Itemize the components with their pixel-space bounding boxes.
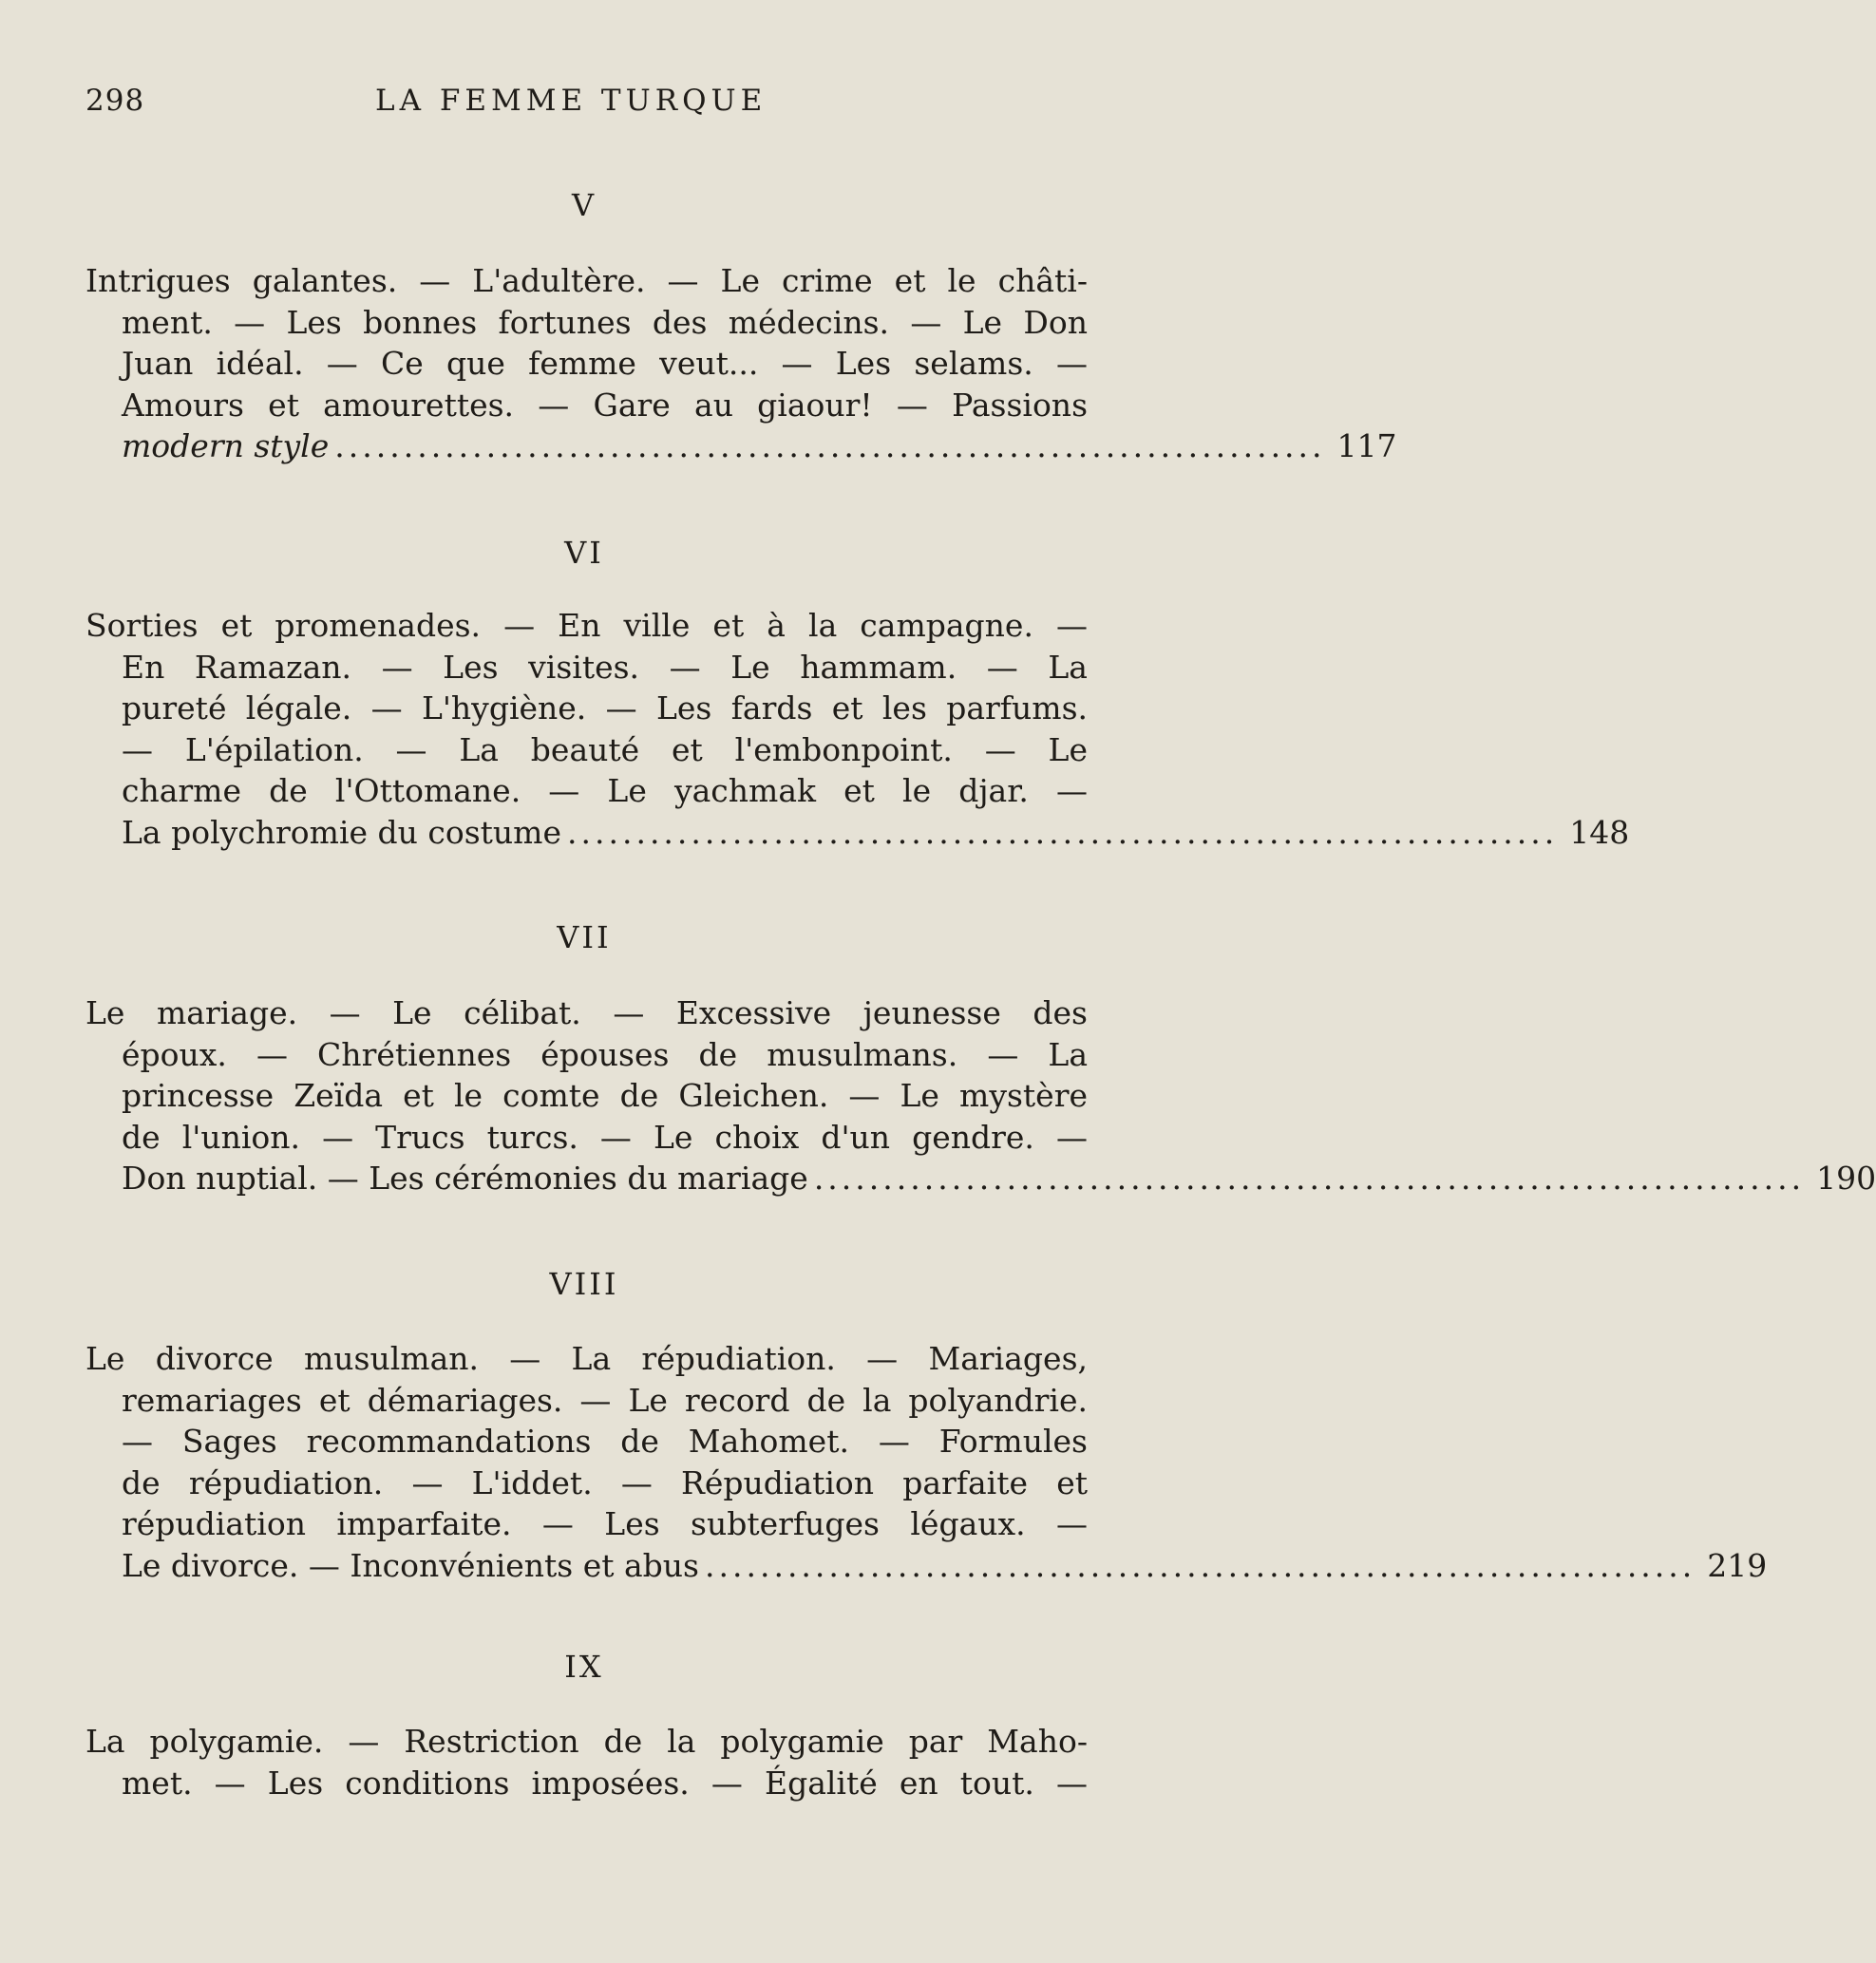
entry-line: — Sages recommandations de Mahomet. — Formules [122, 1423, 1088, 1460]
dot-leader: ........................................................................ [567, 813, 1559, 851]
entry-last-line [85, 425, 1397, 467]
page-header [85, 84, 1088, 125]
chapter-entry-v [85, 260, 1397, 467]
page-number: 298 [85, 84, 145, 118]
entry-page-number: 219 [1707, 1546, 1768, 1584]
entry-page-number: 190 [1816, 1160, 1876, 1197]
entry-line: Le divorce musulman. — La répudiation. — Mariages, [85, 1340, 1088, 1377]
entry-line: ment. — Les bonnes fortunes des médecins. — Le Don [122, 303, 1088, 341]
entry-line: princesse Zeïda et le comte de Gleichen. — Le mystère [122, 1077, 1088, 1114]
entry-line: — L'épilation. — La beauté et l'embonpoint. — Le [122, 730, 1088, 768]
entry-line: Le divorce. — Inconvénients et abus [122, 1546, 699, 1584]
entry-line: pureté légale. — L'hygiène. — Les fards et les parfums. [122, 689, 1088, 727]
chapter-numeral-viii: VIII [549, 1266, 619, 1302]
entry-line: remariages et démariages. — Le record de la polyandrie. [122, 1381, 1088, 1419]
entry-page-number: 148 [1569, 813, 1630, 851]
entry-line: répudiation imparfaite. — Les subterfuges légaux. — [122, 1505, 1088, 1542]
dot-leader: ........................................................................ [334, 427, 1326, 464]
entry-line: de l'union. — Trucs turcs. — Le choix d'un gendre. — [122, 1118, 1088, 1156]
entry-line: Intrigues galantes. — L'adultère. — Le crime et le châti- [85, 262, 1088, 299]
chapter-entry-vi [85, 605, 1630, 853]
entry-line: La polygamie. — Restriction de la polygamie par Maho- [85, 1723, 1088, 1760]
chapter-entry-ix [85, 1721, 1088, 1803]
entry-last-line [85, 812, 1630, 854]
entry-line: met. — Les conditions imposées. — Égalité en tout. — [122, 1764, 1088, 1802]
running-title: LA FEMME TURQUE [375, 84, 767, 118]
dot-leader: ........................................................................ [705, 1546, 1696, 1584]
entry-line: modern style [122, 427, 330, 464]
chapter-entry-vii [85, 992, 1876, 1199]
chapter-numeral-v: V [571, 187, 597, 223]
entry-page-number: 117 [1336, 427, 1397, 464]
entry-line: Juan idéal. — Ce que femme veut... — Les selams. — [122, 345, 1088, 382]
entry-line: charme de l'Ottomane. — Le yachmak et le djar. — [122, 772, 1088, 809]
chapter-numeral-vi: VI [564, 535, 604, 571]
entry-last-line [85, 1158, 1876, 1199]
chapter-numeral-vii: VII [557, 919, 612, 955]
entry-line: de répudiation. — L'iddet. — Répudiation parfaite et [122, 1463, 1088, 1501]
entry-line: Sorties et promenades. — En ville et à la campagne. — [85, 607, 1088, 644]
entry-line: époux. — Chrétiennes épouses de musulmans. — La [122, 1035, 1088, 1073]
entry-line: Don nuptial. — Les cérémonies du mariage [122, 1160, 808, 1197]
entry-last-line [85, 1545, 1768, 1587]
entry-line: La polychromie du costume [122, 813, 561, 851]
chapter-numeral-ix: IX [564, 1649, 604, 1685]
dot-leader: ........................................................................ [813, 1160, 1806, 1197]
entry-line: En Ramazan. — Les visites. — Le hammam. — La [122, 648, 1088, 686]
chapter-entry-viii [85, 1338, 1768, 1586]
entry-line: Le mariage. — Le célibat. — Excessive jeunesse des [85, 994, 1088, 1031]
entry-line: Amours et amourettes. — Gare au giaour! — Passions [122, 386, 1088, 424]
